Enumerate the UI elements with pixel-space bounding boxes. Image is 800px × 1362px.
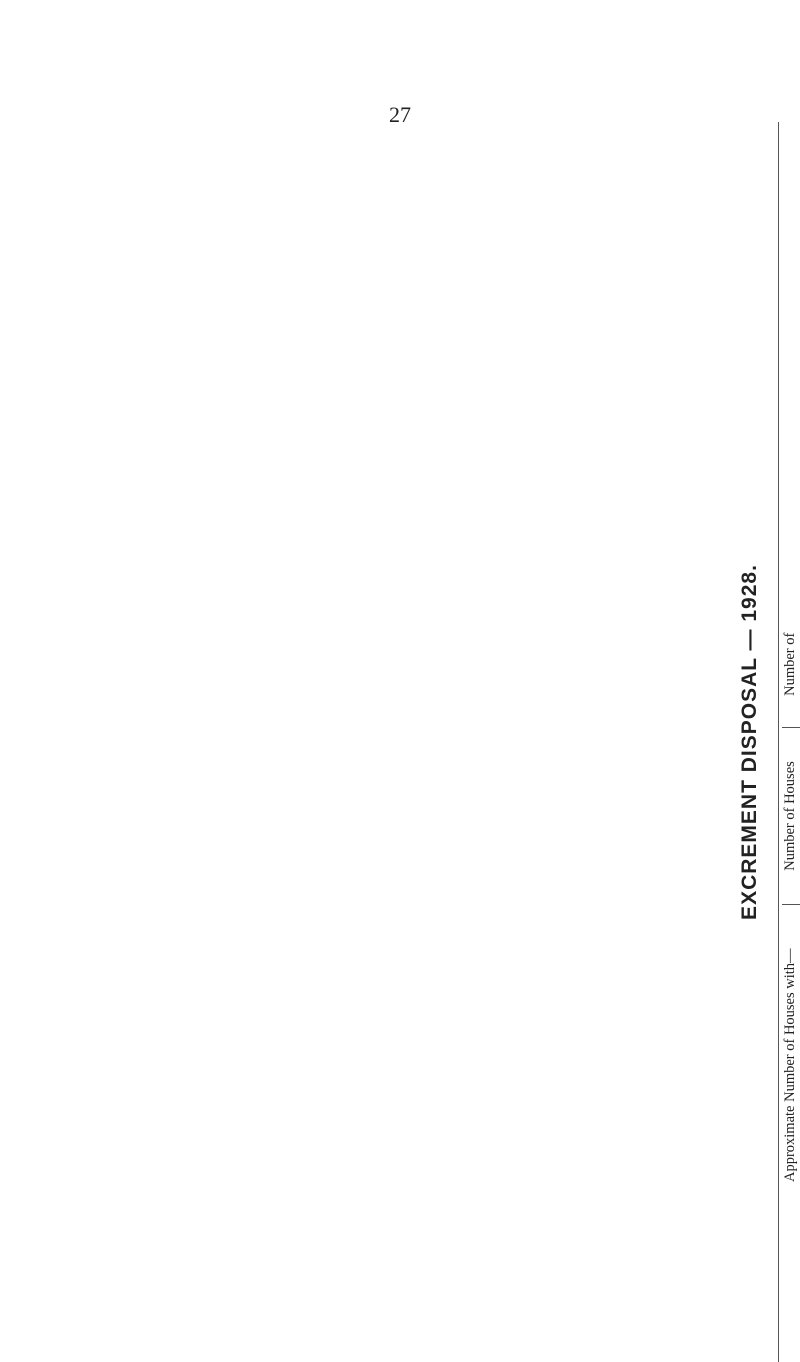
page-number: 27 [389,102,411,127]
divider [778,122,779,1362]
converted-header: Number of Houses [782,727,800,905]
excrement-disposal-title: EXCREMENT DISPOSAL — 1928. [738,564,761,920]
excrement-disposal-section [738,122,798,1362]
defective-header: Number of [782,602,800,727]
excrement-table [782,602,800,1362]
group-header: Approximate Number of Houses with— [782,948,798,1183]
rotated-page-content [738,122,800,1362]
